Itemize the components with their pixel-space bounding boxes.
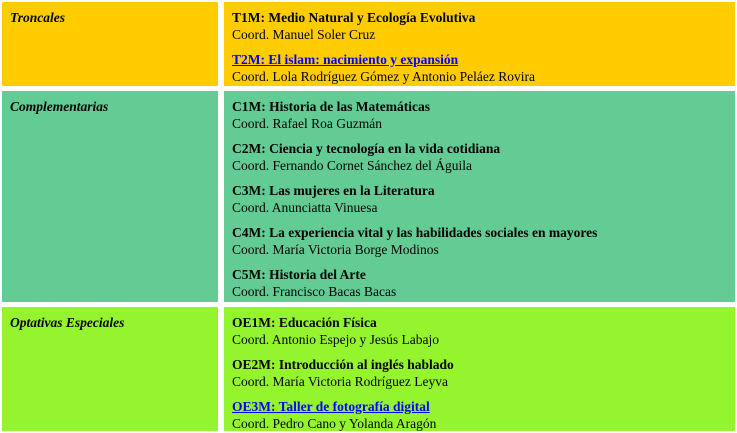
course-title: C2M: Ciencia y tecnología en la vida cotidiana <box>232 141 501 156</box>
course-item <box>232 182 727 216</box>
course-title: C5M: Historia del Arte <box>232 267 366 282</box>
category-cell <box>2 91 218 302</box>
course-coordinator: Coord. Pedro Cano y Yolanda Aragón <box>232 416 437 431</box>
course-coordinator: Coord. María Victoria Borge Modinos <box>232 242 439 257</box>
category-label: Complementarias <box>10 99 109 114</box>
category-cell <box>2 2 218 86</box>
course-item <box>232 314 727 348</box>
course-coordinator: Coord. Lola Rodríguez Gómez y Antonio Peláez Rovira <box>232 69 535 84</box>
course-title: C3M: Las mujeres en la Literatura <box>232 183 435 198</box>
course-item <box>232 140 727 174</box>
course-title: OE2M: Introducción al inglés hablado <box>232 357 454 372</box>
category-row <box>2 91 735 302</box>
category-label: Troncales <box>10 10 65 25</box>
course-item <box>232 9 727 43</box>
course-title <box>232 51 727 68</box>
category-row <box>2 2 735 86</box>
course-coordinator: Coord. Francisco Bacas Bacas <box>232 284 397 299</box>
course-title: OE1M: Educación Física <box>232 315 377 330</box>
course-item <box>232 51 727 85</box>
course-link[interactable]: T2M: El islam: nacimiento y expansión <box>232 52 459 67</box>
course-title <box>232 398 727 415</box>
course-item <box>232 398 727 431</box>
course-item <box>232 356 727 390</box>
course-item <box>232 224 727 258</box>
course-coordinator: Coord. Antonio Espejo y Jesús Labajo <box>232 332 439 347</box>
course-title: T1M: Medio Natural y Ecología Evolutiva <box>232 10 476 25</box>
course-coordinator: Coord. Manuel Soler Cruz <box>232 27 376 42</box>
course-coordinator: Coord. Fernando Cornet Sánchez del Águila <box>232 158 472 173</box>
course-coordinator: Coord. Rafael Roa Guzmán <box>232 116 382 131</box>
course-coordinator: Coord. María Victoria Rodríguez Leyva <box>232 374 448 389</box>
courses-cell <box>224 2 735 86</box>
course-item <box>232 98 727 132</box>
course-title: C1M: Historia de las Matemáticas <box>232 99 430 114</box>
course-title: C4M: La experiencia vital y las habilidades sociales en mayores <box>232 225 598 240</box>
courses-cell <box>224 307 735 431</box>
course-coordinator: Coord. Anunciatta Vinuesa <box>232 200 378 215</box>
category-cell <box>2 307 218 431</box>
category-row <box>2 307 735 431</box>
course-item <box>232 266 727 300</box>
category-label: Optativas Especiales <box>10 315 125 330</box>
course-link[interactable]: OE3M: Taller de fotografía digital <box>232 399 430 414</box>
courses-cell <box>224 91 735 302</box>
